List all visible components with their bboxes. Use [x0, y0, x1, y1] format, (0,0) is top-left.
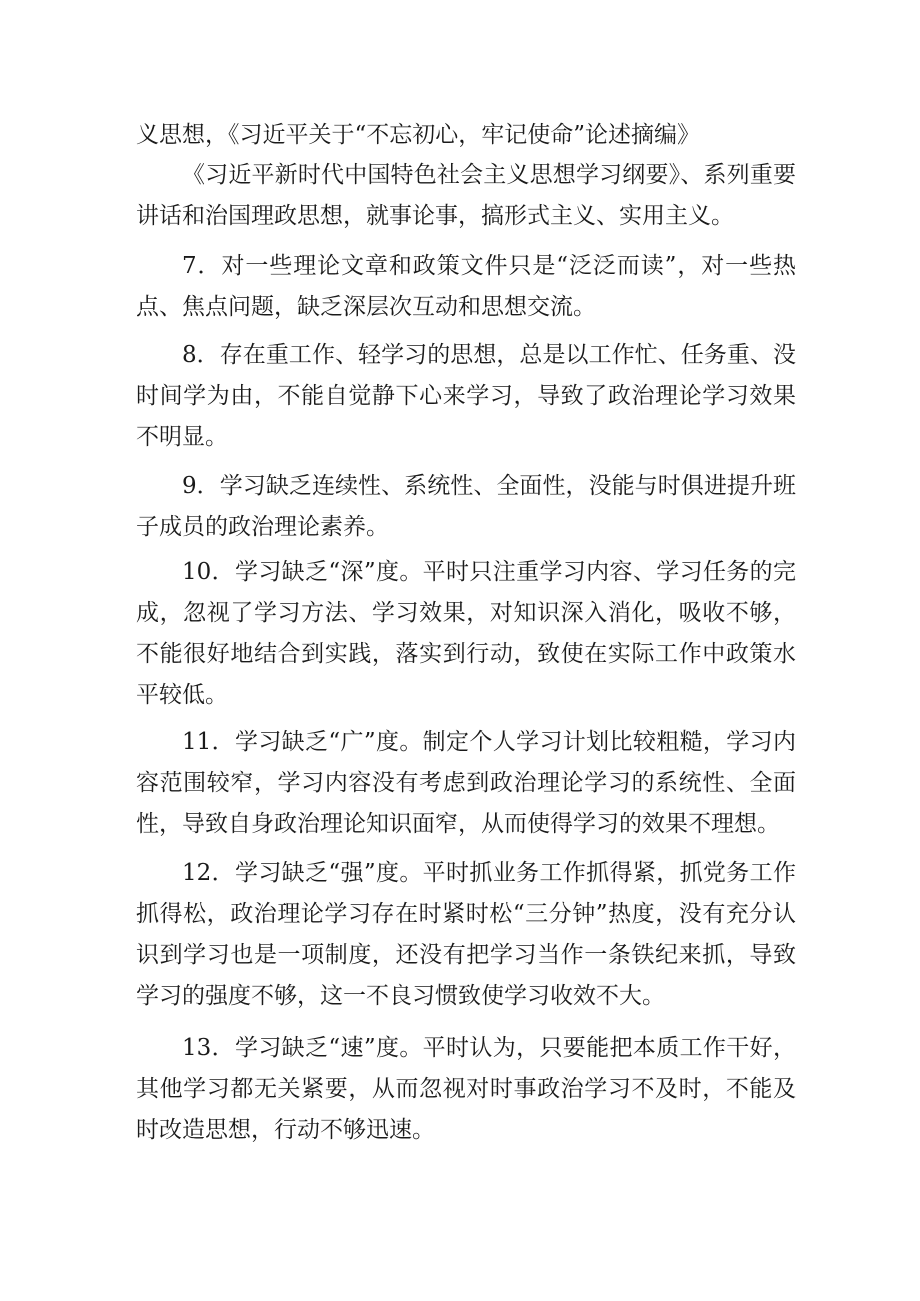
paragraph-item-11: 11．学习缺乏“广”度。制定个人学习计划比较粗糙，学习内容范围较窄，学习内容没有考虑到政治理论学习的系统性、全面性，导致自身政治理论知识面窄，从而使得学习的效果不理想。: [136, 729, 796, 837]
paragraph-continued-title: 义思想，《习近平关于“不忘初心，牢记使命”论述摘编》: [136, 122, 701, 148]
paragraph-item-12: 12．学习缺乏“强”度。平时抓业务工作抓得紧，抓党务工作抓得松，政治理论学习存在时紧时松“三分钟”热度，没有充分认识到学习也是一项制度，还没有把学习当作一条铁纪来抓，导致学习的强度不够，这一不良习惯致使学习收效不大。: [136, 860, 796, 1009]
paragraph-item-10: 10．学习缺乏“深”度。平时只注重学习内容、学习任务的完成，忽视了学习方法、学习效果，对知识深入消化，吸收不够，不能很好地结合到实践，落实到行动，致使在实际工作中政策水平较低。: [136, 559, 796, 708]
paragraph-item-7: 7．对一些理论文章和政策文件只是“泛泛而读”，对一些热点、焦点问题，缺乏深层次互动和思想交流。: [136, 253, 796, 320]
paragraph-item-8: 8．存在重工作、轻学习的思想，总是以工作忙、任务重、没时间学为由，不能自觉静下心来学习，导致了政治理论学习效果不明显。: [136, 342, 796, 450]
paragraph-study-outline: 《习近平新时代中国特色社会主义思想学习纲要》、系列重要讲话和治国理政思想，就事论事，搞形式主义、实用主义。: [136, 162, 796, 229]
paragraph-item-9: 9．学习缺乏连续性、系统性、全面性，没能与时俱进提升班子成员的政治理论素养。: [136, 473, 796, 540]
paragraph-item-13: 13．学习缺乏“速”度。平时认为，只要能把本质工作干好，其他学习都无关紧要，从而忽视对时事政治学习不及时，不能及时改造思想，行动不够迅速。: [136, 1035, 796, 1143]
